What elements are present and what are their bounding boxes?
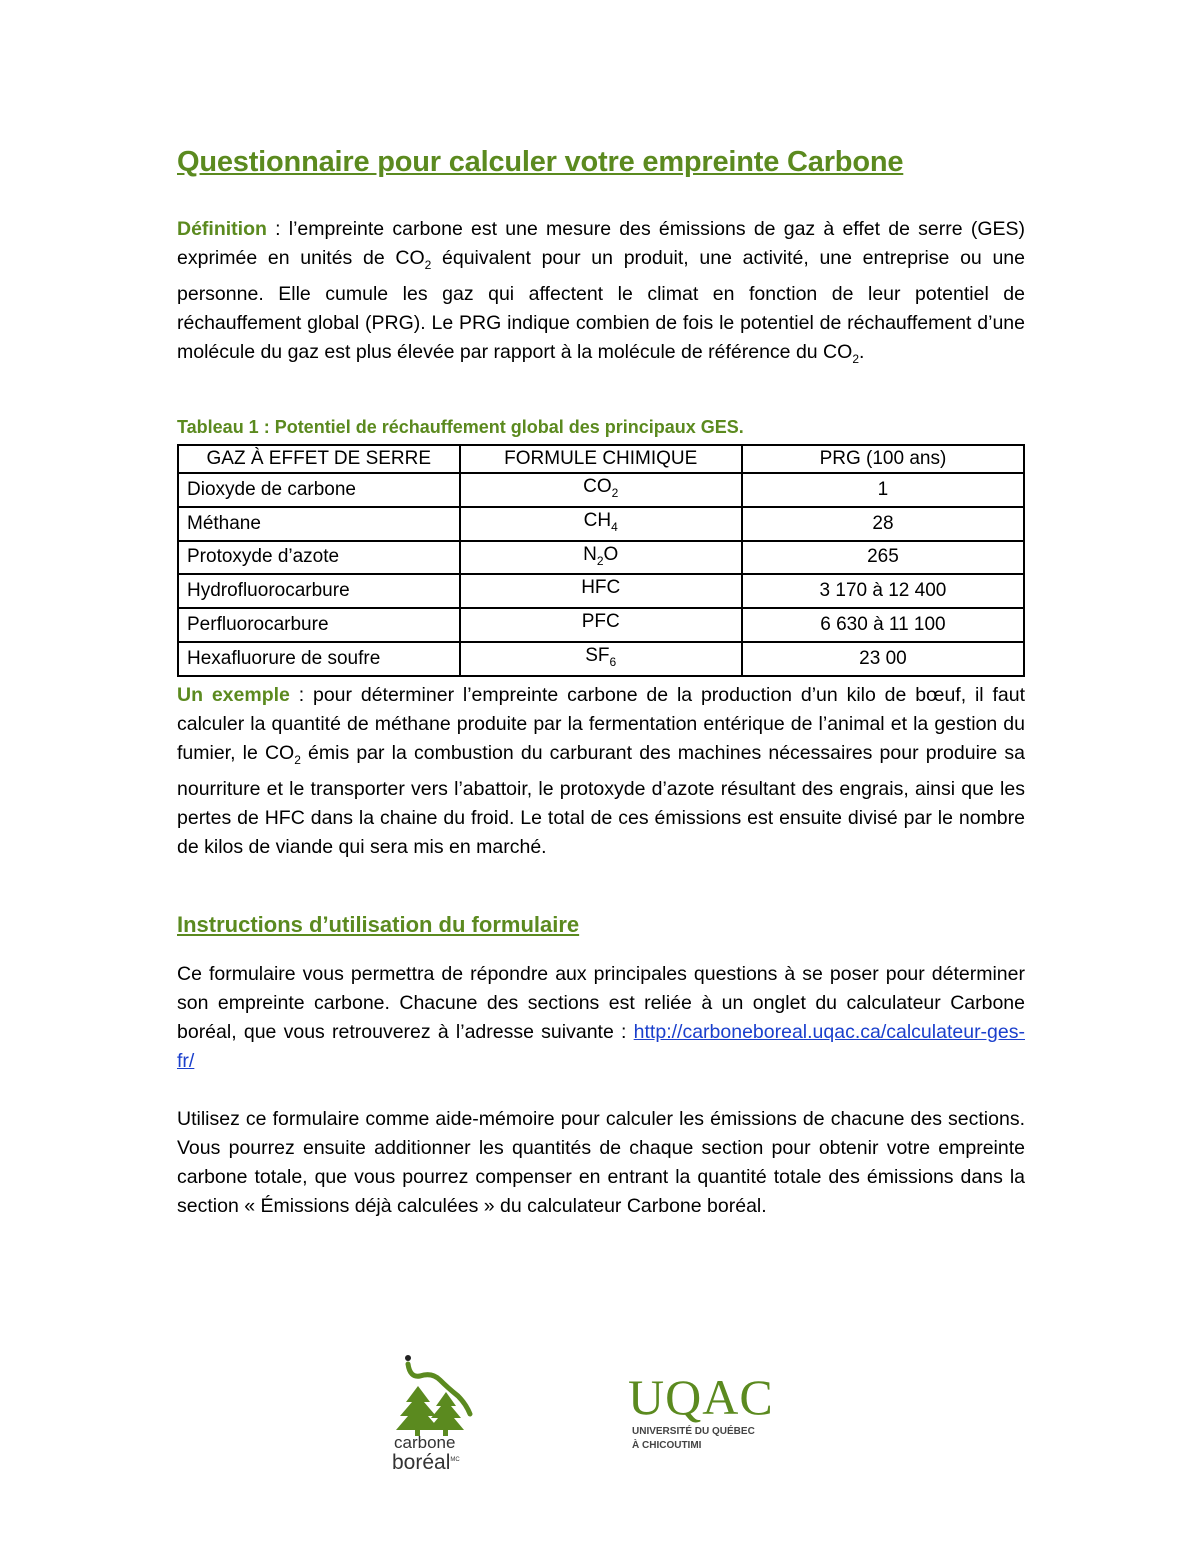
chemical-formula: PFC	[460, 608, 742, 642]
chemical-formula: $N_2O$	[460, 541, 742, 575]
gas-name: Protoxyde d’azote	[178, 541, 460, 575]
example-text: : pour déterminer l’empreinte carbone de la production d’un kilo de bœuf, il faut calculer la quantité de méthane produite par la fermentation entérique de l’animal et la gestion du fumier, le CO	[177, 684, 1025, 764]
table-header: GAZ À EFFET DE SERRE	[178, 445, 460, 473]
instructions-heading: Instructions d’utilisation du formulaire	[177, 912, 580, 937]
gas-name: Perfluorocarbure	[178, 608, 460, 642]
subscript: 2	[852, 351, 859, 366]
prg-value: 23 00	[742, 642, 1024, 676]
table-row	[178, 574, 1024, 608]
calculator-link[interactable]: http://carboneboreal.uqac.ca/calculateur-ges-fr/	[177, 1021, 1025, 1072]
chemical-formula: $CH_4$	[460, 507, 742, 541]
gas-name: Dioxyde de carbone	[178, 473, 460, 507]
prg-value: 28	[742, 507, 1024, 541]
example-text: émis par la combustion du carburant des machines nécessaires pour produire sa nourriture et le transporter vers l’abattoir, le protoxyde d’azote résultant des engrais, ainsi que les pertes de HFC dans la chaine du froid. Le total de ces émissions est ensuite divisé par le nombre de kilos de viande qui sera mis en marché.	[177, 742, 1025, 858]
example-paragraph	[177, 681, 1025, 862]
ges-table	[177, 444, 1025, 677]
instructions-paragraph	[177, 960, 1025, 1076]
definition-text: équivalent pour un produit, une activité, une entreprise ou une personne. Elle cumule les gaz qui affectent le climat en fonction de leur potentiel de réchauffement global (PRG). Le PRG indique combien de fois le potentiel de réchauffement d’une molécule du gaz est plus élevée par rapport à la molécule de référence du CO	[177, 247, 1025, 363]
table-caption: Tableau 1 : Potentiel de réchauffement global des principaux GES.	[177, 417, 744, 437]
gas-name: Hydrofluorocarbure	[178, 574, 460, 608]
definition-text: .	[859, 340, 865, 363]
uqac-subtitle-2: À CHICOUTIMI	[632, 1440, 702, 1451]
uqac-logo	[628, 1369, 778, 1458]
logo-text-boreal: boréal$^{MC}$	[392, 1451, 460, 1474]
prg-value: 6 630 à 11 100	[742, 608, 1024, 642]
prg-value: 265	[742, 541, 1024, 575]
subscript: 2	[424, 257, 432, 272]
definition-label: Définition	[177, 218, 267, 240]
logo-text-carbone: carbone	[394, 1433, 456, 1452]
table-header: PRG (100 ans)	[742, 445, 1024, 473]
prg-value: 3 170 à 12 400	[742, 574, 1024, 608]
instructions-text: Ce formulaire vous permettra de répondre aux principales questions à se poser pour déterminer son empreinte carbone. Chacune des sections est reliée à un onglet du calculateur Carbone boréal, que vous retrouverez à l’adresse suivante :	[177, 963, 1025, 1043]
table-row	[178, 507, 1024, 541]
table-header-row	[178, 445, 1024, 473]
page-title: Questionnaire pour calculer votre empreinte Carbone	[177, 146, 904, 178]
gas-name: Hexafluorure de soufre	[178, 642, 460, 676]
definition-paragraph	[177, 215, 1025, 374]
uqac-wordmark: UQAC	[628, 1369, 774, 1425]
definition-text: : l’empreinte carbone est une mesure des émissions de gaz à effet de serre (GES) exprimée en unités de CO	[177, 218, 1025, 269]
table-row	[178, 541, 1024, 575]
uqac-subtitle-1: UNIVERSITÉ DU QUÉBEC	[632, 1426, 755, 1437]
table-row	[178, 608, 1024, 642]
chemical-formula: $SF_6$	[460, 642, 742, 676]
instructions-paragraph-2: Utilisez ce formulaire comme aide-mémoire pour calculer les émissions de chacune des sections. Vous pourrez ensuite additionner les quantités de chaque section pour obtenir votre empreinte carbone totale, que vous pourrez compenser en entrant la quantité totale des émissions dans la section « Émissions déjà calculées » du calculateur Carbone boréal.	[177, 1108, 1025, 1217]
example-label: Un exemple	[177, 684, 290, 706]
table-row	[178, 642, 1024, 676]
subscript: 2	[294, 752, 301, 767]
table-header: FORMULE CHIMIQUE	[460, 445, 742, 473]
chemical-formula: $CO_2$	[460, 473, 742, 507]
table-row	[178, 473, 1024, 507]
chemical-formula: HFC	[460, 574, 742, 608]
prg-value: 1	[742, 473, 1024, 507]
gas-name: Méthane	[178, 507, 460, 541]
carbone-boreal-logo	[388, 1352, 488, 1472]
